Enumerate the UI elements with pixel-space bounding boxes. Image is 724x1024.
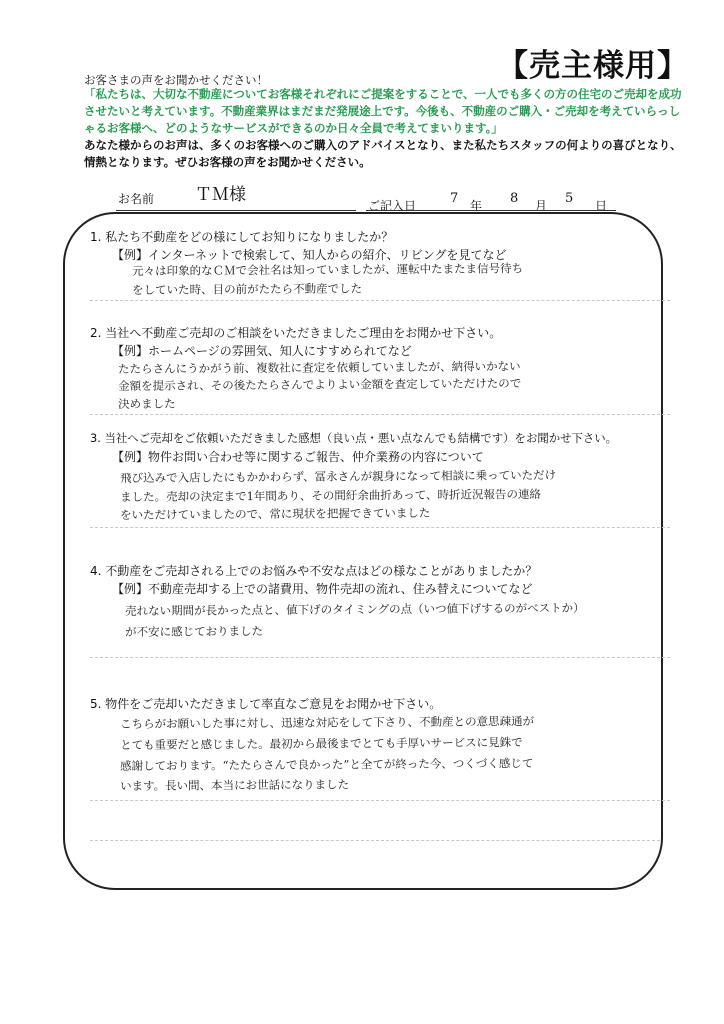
answer-2-line-1[interactable]: たたらさんにうかがう前、複数社に査定を依頼していましたが、納得いかない <box>118 359 521 376</box>
question-1: 1. 私たち不動産をどの様にしてお知りになりましたか？ <box>90 230 394 244</box>
answer-5-rule <box>90 800 670 801</box>
date-year-value[interactable]: 7 <box>450 191 459 206</box>
answer-2-line-2[interactable]: 金額を提示され、その後たたらさんでよりよい金額を査定していただけたので <box>118 376 522 393</box>
date-day-unit: 日 <box>595 199 608 213</box>
answer-3-line-1[interactable]: 飛び込みで入店したにもかかわらず、冨永さんが親身になって相談に乗っていただけ <box>120 467 557 485</box>
answer-1-line-2[interactable]: をしていた時、目の前がたたら不動産でした <box>132 281 363 297</box>
company-message: 「私たちは、大切な不動産についてお客様それぞれにご提案をすることで、一人でも多くの方の住宅のご売却を成功させたいと考えています。不動産業界はまだまだ発展途上です。今後も、不動産のご購入・ご売却を考えていらっしゃるお客様へ、どのようなサービスができるのか日々全員で考えてまいります。」 <box>84 87 682 135</box>
question-3-example: 【例】物件お問い合わせ等に関するご報告、仲介業務の内容について <box>112 450 484 464</box>
answer-5-rule-2 <box>90 840 660 841</box>
name-underline <box>116 210 356 211</box>
question-4: 4. 不動産をご売却される上でのお悩みや不安な点はどの様なことがありましたか？ <box>90 564 538 578</box>
date-underline <box>366 210 616 211</box>
question-2-example: 【例】ホームページの雰囲気、知人にすすめられてなど <box>112 344 412 358</box>
intro-text: お客さまの声をお聞かせください！ <box>84 73 268 87</box>
question-5: 5. 物件をご売却いただきまして率直なご意見をお聞かせ下さい。 <box>90 697 442 711</box>
answer-3-rule <box>90 527 670 528</box>
date-month-value[interactable]: 8 <box>510 191 519 206</box>
answer-5-line-3[interactable]: 感謝しております。“たたらさんで良かった”と全てが終った今、つくづく感じて <box>120 756 534 773</box>
question-1-example: 【例】インターネットで検索して、知人からの紹介、リビングを見てなど <box>112 248 507 262</box>
date-year-unit: 年 <box>470 199 483 213</box>
request-paragraph: あなた様からのお声は、多くのお客様へのご購入のアドバイスとなり、また私たちスタッフの何よりの喜びとなり、情熱となります。ぜひお客様の声をお聞かせください。 <box>84 138 682 169</box>
answer-5-line-2[interactable]: とても重要だと感じました。最初から最後までとても手厚いサービスに見銖で <box>120 735 523 752</box>
answer-1-line-1[interactable]: 元々は印象的なＣＭで会社名は知っていましたが、運転中たまたま信号待ち <box>132 261 524 278</box>
answer-4-line-2[interactable]: が不安に感じておりました <box>125 624 264 639</box>
answer-5-line-4[interactable]: います。長い間、本当にお世話になりました <box>120 777 350 793</box>
date-day-value[interactable]: 5 <box>565 191 574 206</box>
name-label: お名前 <box>118 192 155 206</box>
answer-1-rule <box>90 300 670 301</box>
answer-2-rule <box>90 414 670 415</box>
answer-4-rule <box>90 657 670 658</box>
answer-5-line-1[interactable]: こちらがお願いした事に対し、迅速な対応をして下さり、不動産との意思疎通が <box>120 714 535 731</box>
answer-3-line-3[interactable]: をいただけていましたので、常に現状を把握できていました <box>120 505 431 522</box>
question-4-example: 【例】不動産売却する上での諸費用、物件売却の流れ、住み替えについてなど <box>112 582 533 596</box>
question-2: 2. 当社へ不動産ご売却のご相談をいただきましたご理由をお聞かせ下さい。 <box>90 326 502 340</box>
name-value[interactable]: ＴＭ様 <box>195 185 246 205</box>
answer-2-line-3[interactable]: 決めました <box>118 396 176 411</box>
answer-4-line-1[interactable]: 売れない期間が長かった点と、値下げのタイミングの点（いつ値下げするのがベストか） <box>125 600 585 618</box>
date-label: ご記入日 <box>368 199 417 213</box>
form-title: 【売主様用】 <box>497 48 689 84</box>
answer-3-line-2[interactable]: ました。売却の決定まで1年間あり、その間紆余曲折あって、時折近況報告の連絡 <box>120 487 542 504</box>
question-3: 3. 当社へご売却をご依頼いただきました感想（良い点・悪い点なんでも結構です）をお聞かせ下さい。 <box>90 431 618 445</box>
date-month-unit: 月 <box>535 199 548 213</box>
